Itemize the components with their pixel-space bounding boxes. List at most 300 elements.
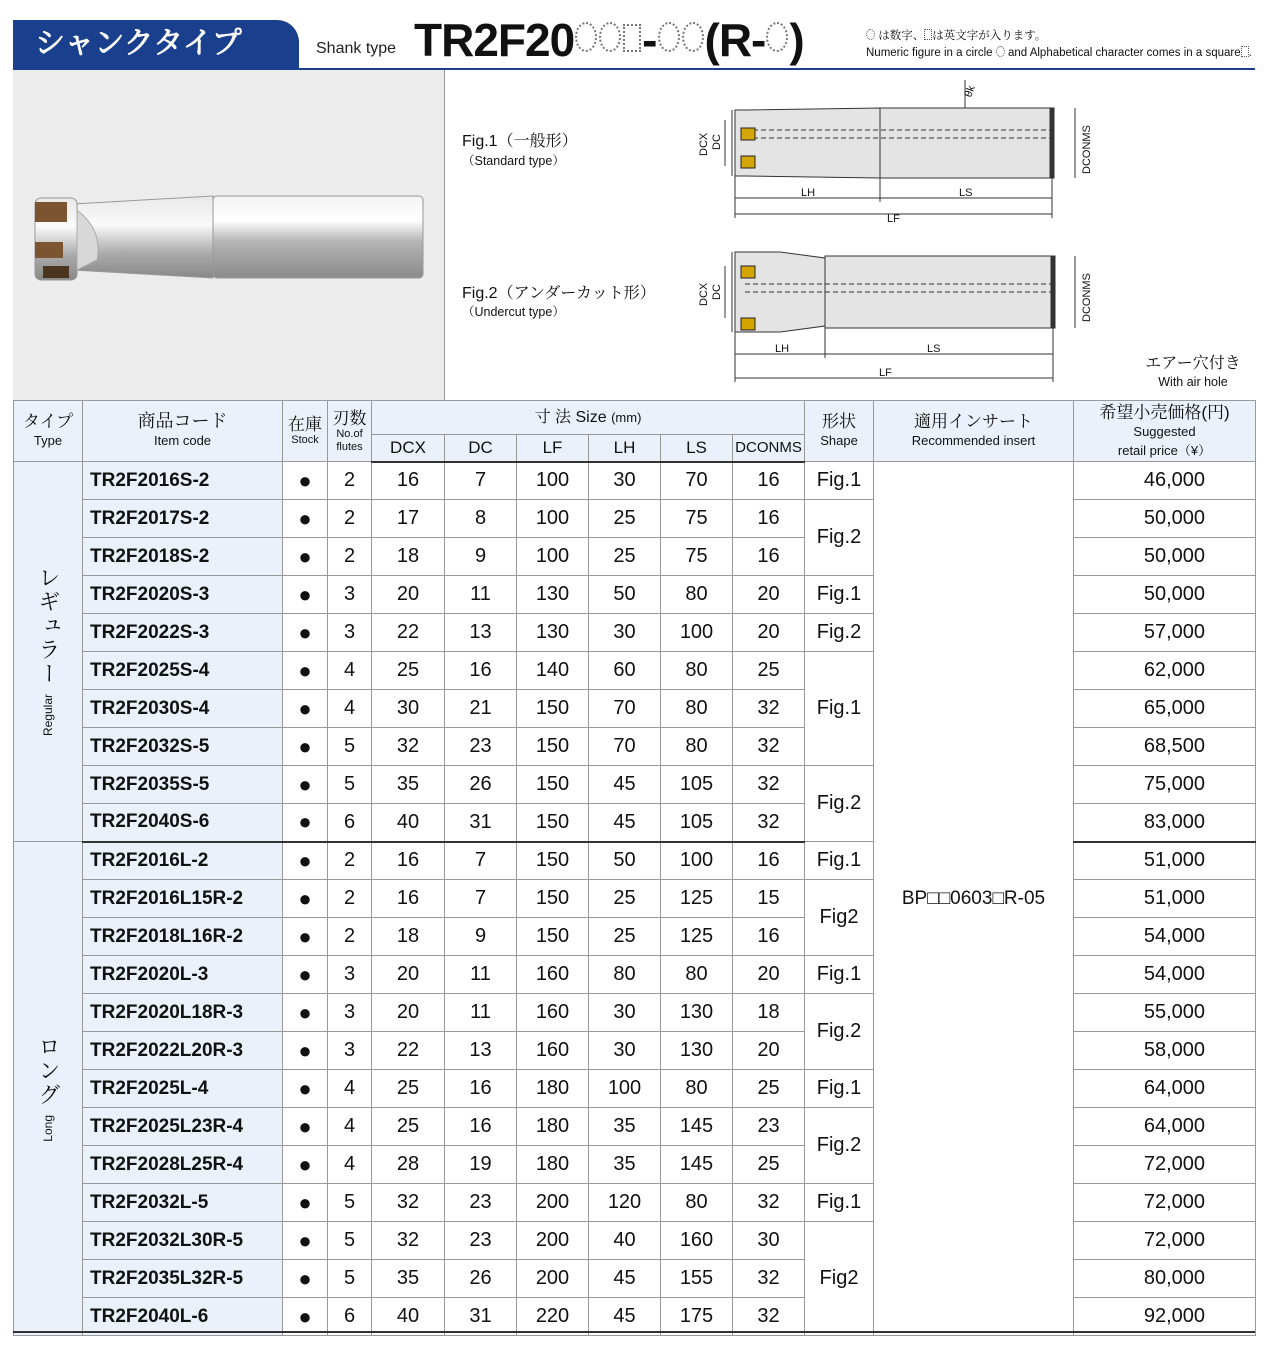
size-dconms: 32 bbox=[733, 1298, 805, 1336]
item-code: TR2F2022S-3 bbox=[83, 614, 283, 652]
fig1-dim-dcx: DCX bbox=[698, 132, 710, 156]
size-ls: 80 bbox=[661, 690, 733, 728]
flutes: 4 bbox=[328, 690, 372, 728]
size-lh: 50 bbox=[589, 842, 661, 880]
retail-price: 55,000 bbox=[1074, 994, 1256, 1032]
shank-type-label: Shank type bbox=[316, 40, 397, 57]
size-lf: 150 bbox=[517, 804, 589, 842]
col-size-group: 寸 法 Size (mm) bbox=[372, 401, 805, 435]
size-dc: 8 bbox=[445, 500, 517, 538]
flutes: 2 bbox=[328, 462, 372, 500]
fig2-dim-dconms: DCONMS bbox=[1081, 273, 1093, 322]
col-lf: LF bbox=[517, 435, 589, 462]
size-ls: 75 bbox=[661, 538, 733, 576]
figure-area bbox=[13, 70, 1255, 400]
size-dcx: 20 bbox=[372, 576, 445, 614]
size-dconms: 25 bbox=[733, 652, 805, 690]
size-dc: 13 bbox=[445, 1032, 517, 1070]
stock-mark: ● bbox=[283, 652, 328, 690]
size-dc: 31 bbox=[445, 1298, 517, 1336]
flutes: 4 bbox=[328, 1108, 372, 1146]
size-dconms: 32 bbox=[733, 804, 805, 842]
col-type: タイプ Type bbox=[14, 401, 83, 462]
size-dconms: 18 bbox=[733, 994, 805, 1032]
model-note: は数字、 は英文字が入ります。 Numeric figure in a circle and Alphabetical character comes in a square . bbox=[866, 30, 1252, 59]
technical-drawings bbox=[445, 70, 1255, 400]
size-dc: 7 bbox=[445, 880, 517, 918]
circle-placeholder-icon bbox=[658, 22, 680, 52]
stock-mark: ● bbox=[283, 690, 328, 728]
flutes: 4 bbox=[328, 652, 372, 690]
spec-table-body bbox=[14, 462, 1256, 1336]
size-dcx: 32 bbox=[372, 728, 445, 766]
size-dcx: 20 bbox=[372, 956, 445, 994]
size-ls: 130 bbox=[661, 1032, 733, 1070]
size-dconms: 16 bbox=[733, 538, 805, 576]
flutes: 6 bbox=[328, 1298, 372, 1336]
flutes: 2 bbox=[328, 842, 372, 880]
retail-price: 51,000 bbox=[1074, 842, 1256, 880]
size-dcx: 28 bbox=[372, 1146, 445, 1184]
flutes: 4 bbox=[328, 1070, 372, 1108]
flutes: 5 bbox=[328, 1184, 372, 1222]
item-code: TR2F2017S-2 bbox=[83, 500, 283, 538]
flutes: 3 bbox=[328, 956, 372, 994]
stock-mark: ● bbox=[283, 842, 328, 880]
size-lf: 200 bbox=[517, 1184, 589, 1222]
square-placeholder-icon bbox=[623, 24, 641, 52]
size-dcx: 22 bbox=[372, 614, 445, 652]
stock-mark: ● bbox=[283, 1032, 328, 1070]
size-dconms: 20 bbox=[733, 614, 805, 652]
type-long: ロング Long bbox=[14, 842, 83, 1336]
size-dcx: 18 bbox=[372, 918, 445, 956]
size-ls: 145 bbox=[661, 1146, 733, 1184]
size-lf: 150 bbox=[517, 690, 589, 728]
size-lf: 220 bbox=[517, 1298, 589, 1336]
item-code: TR2F2040L-6 bbox=[83, 1298, 283, 1336]
size-lh: 50 bbox=[589, 576, 661, 614]
size-lf: 100 bbox=[517, 538, 589, 576]
size-dc: 26 bbox=[445, 1260, 517, 1298]
size-dconms: 32 bbox=[733, 766, 805, 804]
flutes: 5 bbox=[328, 728, 372, 766]
size-ls: 125 bbox=[661, 918, 733, 956]
stock-mark: ● bbox=[283, 1298, 328, 1336]
type-regular: レギュラー Regular bbox=[14, 462, 83, 842]
size-ls: 80 bbox=[661, 652, 733, 690]
retail-price: 64,000 bbox=[1074, 1070, 1256, 1108]
size-ls: 160 bbox=[661, 1222, 733, 1260]
fig1-dim-theta: θk bbox=[962, 83, 978, 100]
col-insert: 適用インサート Recommended insert bbox=[874, 401, 1074, 462]
size-lf: 160 bbox=[517, 956, 589, 994]
size-ls: 75 bbox=[661, 500, 733, 538]
fig1-dim-lf: LF bbox=[887, 213, 900, 225]
size-ls: 105 bbox=[661, 766, 733, 804]
note-jp-2: は英文字が入ります。 bbox=[932, 30, 1047, 42]
size-dcx: 40 bbox=[372, 804, 445, 842]
stock-mark: ● bbox=[283, 500, 328, 538]
recommended-insert: BP□□0603□R-05 bbox=[874, 462, 1074, 1336]
flutes: 3 bbox=[328, 1032, 372, 1070]
shape: Fig.1 bbox=[805, 1184, 874, 1222]
size-dcx: 25 bbox=[372, 652, 445, 690]
flutes: 2 bbox=[328, 538, 372, 576]
size-dc: 16 bbox=[445, 1070, 517, 1108]
size-lh: 30 bbox=[589, 462, 661, 500]
shape: Fig.1 bbox=[805, 462, 874, 500]
item-code: TR2F2025L23R-4 bbox=[83, 1108, 283, 1146]
size-dc: 7 bbox=[445, 842, 517, 880]
stock-mark: ● bbox=[283, 766, 328, 804]
size-lf: 180 bbox=[517, 1108, 589, 1146]
shape: Fig2 bbox=[805, 880, 874, 956]
size-lh: 35 bbox=[589, 1146, 661, 1184]
size-lh: 30 bbox=[589, 1032, 661, 1070]
retail-price: 68,500 bbox=[1074, 728, 1256, 766]
size-dc: 7 bbox=[445, 462, 517, 500]
size-lf: 100 bbox=[517, 462, 589, 500]
size-ls: 100 bbox=[661, 842, 733, 880]
size-dconms: 30 bbox=[733, 1222, 805, 1260]
shape: Fig.2 bbox=[805, 1108, 874, 1184]
size-ls: 155 bbox=[661, 1260, 733, 1298]
size-lh: 45 bbox=[589, 1260, 661, 1298]
size-dconms: 16 bbox=[733, 462, 805, 500]
stock-mark: ● bbox=[283, 1222, 328, 1260]
item-code: TR2F2025S-4 bbox=[83, 652, 283, 690]
col-dconms: DCONMS bbox=[733, 435, 805, 462]
size-ls: 80 bbox=[661, 1070, 733, 1108]
size-lf: 160 bbox=[517, 1032, 589, 1070]
item-code: TR2F2040S-6 bbox=[83, 804, 283, 842]
size-ls: 130 bbox=[661, 994, 733, 1032]
note-en-2: and Alphabetical character comes in a square bbox=[1007, 47, 1241, 59]
size-dc: 21 bbox=[445, 690, 517, 728]
retail-price: 54,000 bbox=[1074, 956, 1256, 994]
flutes: 3 bbox=[328, 614, 372, 652]
size-dcx: 30 bbox=[372, 690, 445, 728]
size-dconms: 20 bbox=[733, 1032, 805, 1070]
item-code: TR2F2022L20R-3 bbox=[83, 1032, 283, 1070]
size-dconms: 16 bbox=[733, 842, 805, 880]
flutes: 5 bbox=[328, 1222, 372, 1260]
size-lh: 35 bbox=[589, 1108, 661, 1146]
size-lh: 45 bbox=[589, 1298, 661, 1336]
col-stock: 在庫 Stock bbox=[283, 401, 328, 462]
size-lh: 25 bbox=[589, 538, 661, 576]
product-photo bbox=[13, 70, 445, 400]
size-dc: 16 bbox=[445, 1108, 517, 1146]
retail-price: 50,000 bbox=[1074, 500, 1256, 538]
fig1-label: Fig.1（一般形） bbox=[462, 133, 578, 150]
item-code: TR2F2032L30R-5 bbox=[83, 1222, 283, 1260]
shape: Fig.1 bbox=[805, 842, 874, 880]
size-lf: 180 bbox=[517, 1146, 589, 1184]
size-dcx: 16 bbox=[372, 842, 445, 880]
stock-mark: ● bbox=[283, 880, 328, 918]
retail-price: 57,000 bbox=[1074, 614, 1256, 652]
item-code: TR2F2016L15R-2 bbox=[83, 880, 283, 918]
size-dconms: 16 bbox=[733, 500, 805, 538]
flutes: 2 bbox=[328, 880, 372, 918]
size-dcx: 20 bbox=[372, 994, 445, 1032]
item-code: TR2F2018L16R-2 bbox=[83, 918, 283, 956]
stock-mark: ● bbox=[283, 1070, 328, 1108]
size-lf: 160 bbox=[517, 994, 589, 1032]
fig1-dim-dconms: DCONMS bbox=[1081, 125, 1093, 174]
model-prefix: TR2F20 bbox=[414, 14, 575, 66]
item-code: TR2F2020L-3 bbox=[83, 956, 283, 994]
size-dconms: 25 bbox=[733, 1146, 805, 1184]
retail-price: 65,000 bbox=[1074, 690, 1256, 728]
retail-price: 83,000 bbox=[1074, 804, 1256, 842]
shape: Fig.1 bbox=[805, 652, 874, 766]
col-price: 希望小売価格(円) Suggested retail price（¥） bbox=[1074, 401, 1256, 462]
page-header bbox=[0, 0, 1274, 72]
size-ls: 125 bbox=[661, 880, 733, 918]
size-lh: 30 bbox=[589, 614, 661, 652]
flutes: 5 bbox=[328, 1260, 372, 1298]
size-lh: 25 bbox=[589, 500, 661, 538]
retail-price: 62,000 bbox=[1074, 652, 1256, 690]
stock-mark: ● bbox=[283, 614, 328, 652]
size-lf: 140 bbox=[517, 652, 589, 690]
size-dconms: 32 bbox=[733, 1260, 805, 1298]
size-dconms: 15 bbox=[733, 880, 805, 918]
col-flutes: 刃数 No.of flutes bbox=[328, 401, 372, 462]
size-dcx: 16 bbox=[372, 462, 445, 500]
size-lh: 45 bbox=[589, 804, 661, 842]
size-dc: 11 bbox=[445, 956, 517, 994]
size-lf: 100 bbox=[517, 500, 589, 538]
note-jp-1: は数字、 bbox=[878, 30, 925, 42]
note-en-1: Numeric figure in a circle bbox=[866, 47, 993, 59]
fig1-dim-lh: LH bbox=[801, 187, 816, 199]
size-dconms: 25 bbox=[733, 1070, 805, 1108]
fig2-dim-dcx: DCX bbox=[698, 282, 710, 306]
size-ls: 70 bbox=[661, 462, 733, 500]
fig1-dim-dc: DC bbox=[711, 134, 723, 150]
size-lf: 150 bbox=[517, 766, 589, 804]
size-dc: 11 bbox=[445, 994, 517, 1032]
flutes: 2 bbox=[328, 918, 372, 956]
col-dcx: DCX bbox=[372, 435, 445, 462]
shape: Fig.1 bbox=[805, 956, 874, 994]
size-dc: 9 bbox=[445, 918, 517, 956]
fig2-dim-lf: LF bbox=[879, 367, 892, 379]
retail-price: 51,000 bbox=[1074, 880, 1256, 918]
fig2-dim-lh: LH bbox=[775, 343, 790, 355]
shape: Fig.1 bbox=[805, 576, 874, 614]
size-lh: 40 bbox=[589, 1222, 661, 1260]
size-dcx: 32 bbox=[372, 1184, 445, 1222]
item-code: TR2F2035L32R-5 bbox=[83, 1260, 283, 1298]
size-lf: 150 bbox=[517, 918, 589, 956]
size-dc: 19 bbox=[445, 1146, 517, 1184]
item-code: TR2F2035S-5 bbox=[83, 766, 283, 804]
size-dconms: 32 bbox=[733, 728, 805, 766]
item-code: TR2F2030S-4 bbox=[83, 690, 283, 728]
stock-mark: ● bbox=[283, 1184, 328, 1222]
size-dcx: 18 bbox=[372, 538, 445, 576]
model-code-pattern bbox=[414, 12, 804, 68]
retail-price: 72,000 bbox=[1074, 1184, 1256, 1222]
size-dconms: 20 bbox=[733, 956, 805, 994]
size-lf: 180 bbox=[517, 1070, 589, 1108]
size-ls: 175 bbox=[661, 1298, 733, 1336]
stock-mark: ● bbox=[283, 956, 328, 994]
size-dcx: 17 bbox=[372, 500, 445, 538]
stock-mark: ● bbox=[283, 462, 328, 500]
retail-price: 50,000 bbox=[1074, 538, 1256, 576]
item-code: TR2F2016L-2 bbox=[83, 842, 283, 880]
fig2-dim-ls: LS bbox=[927, 343, 941, 355]
air-hole-note bbox=[1135, 350, 1251, 389]
size-dconms: 32 bbox=[733, 1184, 805, 1222]
col-item-code: 商品コード Item code bbox=[83, 401, 283, 462]
flutes: 6 bbox=[328, 804, 372, 842]
fig2-sublabel: （Undercut type） bbox=[462, 305, 565, 319]
item-code: TR2F2028L25R-4 bbox=[83, 1146, 283, 1184]
model-close: ) bbox=[789, 14, 804, 66]
item-code: TR2F2016S-2 bbox=[83, 462, 283, 500]
size-ls: 145 bbox=[661, 1108, 733, 1146]
size-dcx: 35 bbox=[372, 1260, 445, 1298]
dimension-drawings bbox=[445, 70, 1255, 400]
size-dcx: 40 bbox=[372, 1298, 445, 1336]
col-ls: LS bbox=[661, 435, 733, 462]
shape: Fig2 bbox=[805, 1222, 874, 1336]
circle-placeholder-icon bbox=[682, 22, 704, 52]
size-lf: 130 bbox=[517, 614, 589, 652]
retail-price: 54,000 bbox=[1074, 918, 1256, 956]
retail-price: 92,000 bbox=[1074, 1298, 1256, 1336]
shape: Fig.1 bbox=[805, 1070, 874, 1108]
size-dc: 23 bbox=[445, 1222, 517, 1260]
flutes: 3 bbox=[328, 994, 372, 1032]
stock-mark: ● bbox=[283, 1260, 328, 1298]
size-lh: 70 bbox=[589, 690, 661, 728]
spec-table bbox=[13, 400, 1256, 1336]
size-lh: 25 bbox=[589, 880, 661, 918]
shape: Fig.2 bbox=[805, 500, 874, 576]
size-dconms: 16 bbox=[733, 918, 805, 956]
stock-mark: ● bbox=[283, 576, 328, 614]
item-code: TR2F2032S-5 bbox=[83, 728, 283, 766]
size-lh: 100 bbox=[589, 1070, 661, 1108]
circle-placeholder-icon bbox=[766, 22, 788, 52]
size-ls: 80 bbox=[661, 956, 733, 994]
size-lh: 60 bbox=[589, 652, 661, 690]
retail-price: 58,000 bbox=[1074, 1032, 1256, 1070]
size-dc: 11 bbox=[445, 576, 517, 614]
model-dash: - bbox=[642, 14, 657, 66]
retail-price: 50,000 bbox=[1074, 576, 1256, 614]
size-dc: 13 bbox=[445, 614, 517, 652]
size-dc: 23 bbox=[445, 728, 517, 766]
circle-placeholder-icon bbox=[599, 22, 621, 52]
size-dc: 9 bbox=[445, 538, 517, 576]
size-dc: 23 bbox=[445, 1184, 517, 1222]
model-r: (R- bbox=[704, 14, 766, 66]
size-dconms: 20 bbox=[733, 576, 805, 614]
air-hole-jp: エアー穴付き bbox=[1145, 355, 1241, 372]
item-code: TR2F2018S-2 bbox=[83, 538, 283, 576]
item-code: TR2F2025L-4 bbox=[83, 1070, 283, 1108]
fig2-label: Fig.2（アンダーカット形） bbox=[462, 285, 656, 302]
shape: Fig.2 bbox=[805, 614, 874, 652]
size-ls: 105 bbox=[661, 804, 733, 842]
size-lf: 150 bbox=[517, 842, 589, 880]
retail-price: 72,000 bbox=[1074, 1146, 1256, 1184]
size-dcx: 25 bbox=[372, 1070, 445, 1108]
size-lf: 150 bbox=[517, 728, 589, 766]
stock-mark: ● bbox=[283, 804, 328, 842]
size-dconms: 32 bbox=[733, 690, 805, 728]
air-hole-en: With air hole bbox=[1158, 375, 1228, 389]
size-ls: 80 bbox=[661, 1184, 733, 1222]
size-ls: 100 bbox=[661, 614, 733, 652]
size-lh: 45 bbox=[589, 766, 661, 804]
size-lf: 200 bbox=[517, 1260, 589, 1298]
table-row bbox=[14, 462, 1256, 500]
retail-price: 64,000 bbox=[1074, 1108, 1256, 1146]
shape: Fig.2 bbox=[805, 994, 874, 1070]
shape: Fig.2 bbox=[805, 766, 874, 842]
stock-mark: ● bbox=[283, 1108, 328, 1146]
size-dcx: 25 bbox=[372, 1108, 445, 1146]
size-dc: 16 bbox=[445, 652, 517, 690]
retail-price: 75,000 bbox=[1074, 766, 1256, 804]
flutes: 5 bbox=[328, 766, 372, 804]
flutes: 2 bbox=[328, 500, 372, 538]
size-ls: 80 bbox=[661, 576, 733, 614]
item-code: TR2F2020L18R-3 bbox=[83, 994, 283, 1032]
size-lh: 120 bbox=[589, 1184, 661, 1222]
size-lh: 30 bbox=[589, 994, 661, 1032]
size-dcx: 22 bbox=[372, 1032, 445, 1070]
flutes: 4 bbox=[328, 1146, 372, 1184]
size-lf: 130 bbox=[517, 576, 589, 614]
fig1-sublabel: （Standard type） bbox=[462, 154, 565, 168]
stock-mark: ● bbox=[283, 1146, 328, 1184]
section-badge: シャンクタイプ bbox=[13, 20, 299, 68]
item-code: TR2F2032L-5 bbox=[83, 1184, 283, 1222]
stock-mark: ● bbox=[283, 728, 328, 766]
size-lf: 200 bbox=[517, 1222, 589, 1260]
item-code: TR2F2020S-3 bbox=[83, 576, 283, 614]
size-dconms: 23 bbox=[733, 1108, 805, 1146]
size-lh: 70 bbox=[589, 728, 661, 766]
col-shape: 形状 Shape bbox=[805, 401, 874, 462]
col-lh: LH bbox=[589, 435, 661, 462]
flutes: 3 bbox=[328, 576, 372, 614]
retail-price: 72,000 bbox=[1074, 1222, 1256, 1260]
stock-mark: ● bbox=[283, 918, 328, 956]
stock-mark: ● bbox=[283, 994, 328, 1032]
size-lh: 25 bbox=[589, 918, 661, 956]
size-dcx: 35 bbox=[372, 766, 445, 804]
size-lf: 150 bbox=[517, 880, 589, 918]
size-dcx: 16 bbox=[372, 880, 445, 918]
retail-price: 46,000 bbox=[1074, 462, 1256, 500]
size-dc: 31 bbox=[445, 804, 517, 842]
col-dc: DC bbox=[445, 435, 517, 462]
fig1-dim-ls: LS bbox=[959, 187, 973, 199]
stock-mark: ● bbox=[283, 538, 328, 576]
